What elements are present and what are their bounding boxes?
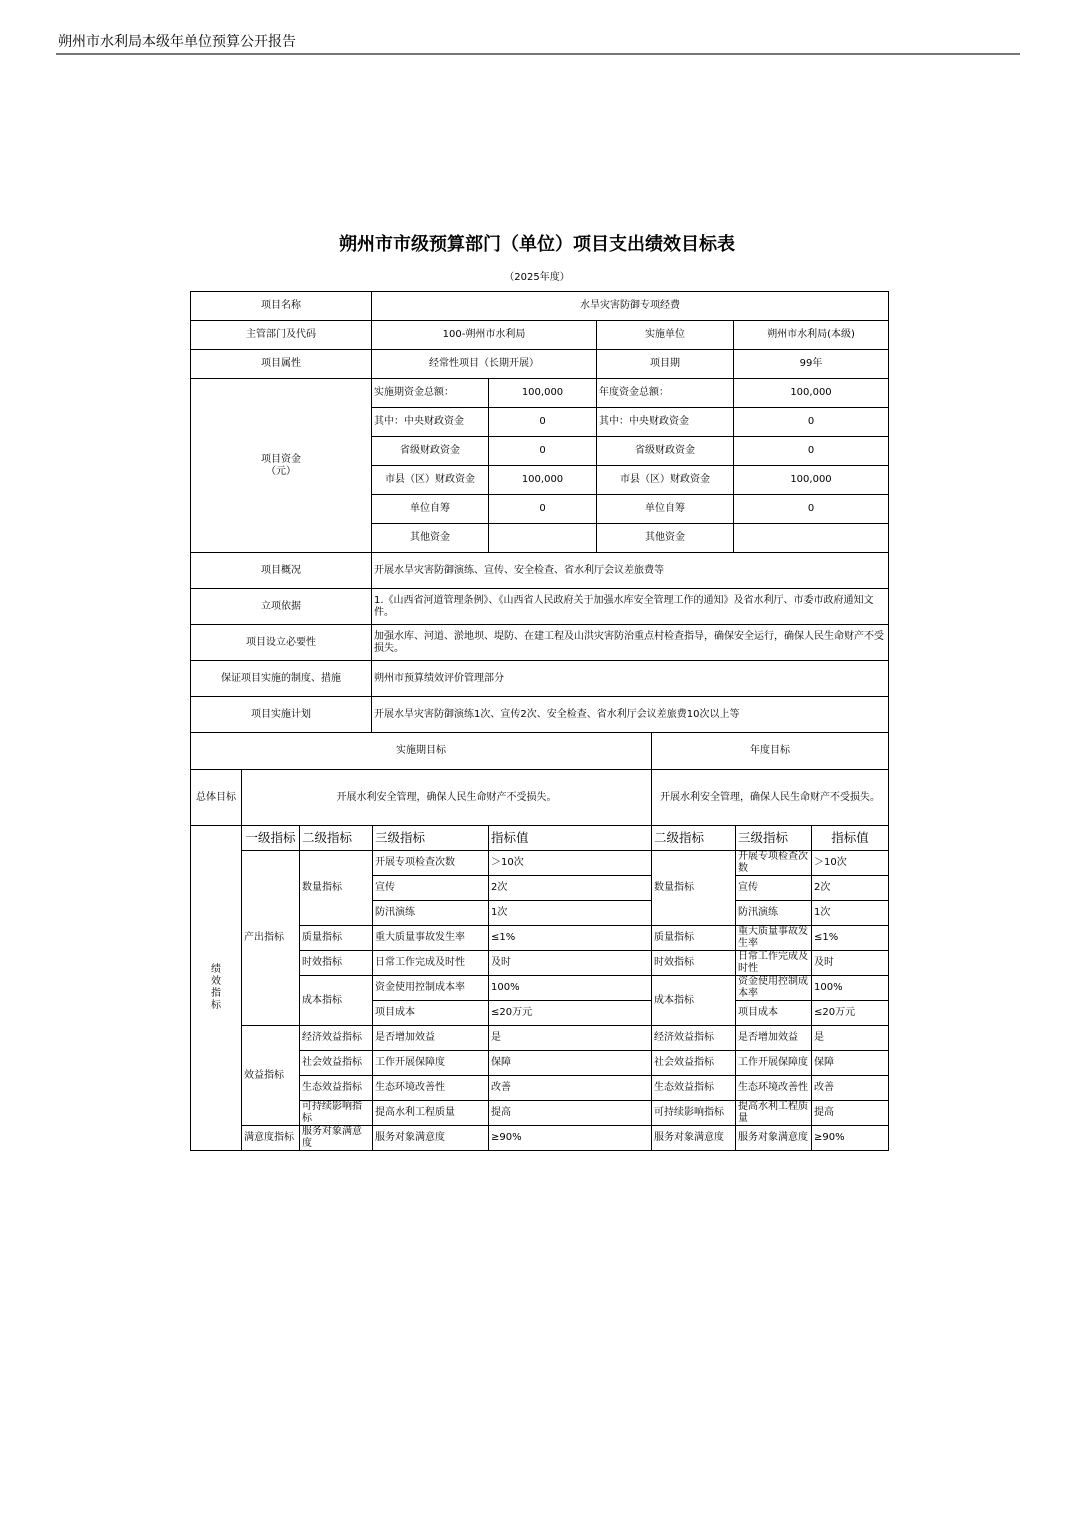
annual-indicator-l3: 重大质量事故发生率 <box>736 926 812 951</box>
document-title: 朔州市市级预算部门（单位）项目支出绩效目标表 <box>339 234 735 255</box>
fund-row-value: 100,000 <box>489 379 597 408</box>
attr-label: 项目属性 <box>191 350 372 379</box>
indicator-l3: 资金使用控制成本率 <box>373 976 489 1001</box>
indicator-value: 提高 <box>489 1101 652 1126</box>
period-value: 99年 <box>734 350 889 379</box>
fund-row-label: 其他资金 <box>597 524 734 553</box>
annual-indicator-value: 改善 <box>812 1076 889 1101</box>
fund-row-label: 市县（区）财政资金 <box>597 466 734 495</box>
annual-indicator-value: 保障 <box>812 1051 889 1076</box>
fund-row-label: 其他资金 <box>372 524 489 553</box>
indicator-l3: 生态环境改善性 <box>373 1076 489 1101</box>
info-label: 项目实施计划 <box>191 697 372 733</box>
attr-value: 经常性项目（长期开展） <box>372 350 597 379</box>
satisfaction-indicator-label: 满意度指标 <box>242 1126 300 1151</box>
info-label: 立项依据 <box>191 589 372 625</box>
dept-label: 主管部门及代码 <box>191 321 372 350</box>
info-value: 1.《山西省河道管理条例》、《山西省人民政府关于加强水库安全管理工作的通知》及省水利厅、市委市政府通知文件。 <box>372 589 889 625</box>
indicator-value: ≥90% <box>489 1126 652 1151</box>
page-header: 朔州市水利局本级年单位预算公开报告 <box>58 34 296 50</box>
fund-row-value: 0 <box>734 437 889 466</box>
fund-row-label: 省级财政资金 <box>372 437 489 466</box>
info-value: 加强水库、河道、淤地坝、堤防、在建工程及山洪灾害防治重点村检查指导，确保安全运行，确保人民生命财产不受损失。 <box>372 625 889 661</box>
dept-value: 100-朔州市水利局 <box>372 321 597 350</box>
indicator-value: 100% <box>489 976 652 1001</box>
annual-indicator-l3: 开展专项检查次数 <box>736 851 812 876</box>
fund-row-label: 其中：中央财政资金 <box>597 408 734 437</box>
annual-indicator-l3: 项目成本 <box>736 1001 812 1026</box>
indicator-l3: 宣传 <box>373 876 489 901</box>
annual-goal-text: 开展水利安全管理，确保人民生命财产不受损失。 <box>652 770 889 826</box>
project-name-value: 水旱灾害防御专项经费 <box>372 292 889 321</box>
indicator-l3: 日常工作完成及时性 <box>373 951 489 976</box>
annual-level2-header: 二级指标 <box>652 826 736 851</box>
indicator-l3: 防汛演练 <box>373 901 489 926</box>
annual-level3-header: 三级指标 <box>736 826 812 851</box>
annual-value-header: 指标值 <box>812 826 889 851</box>
annual-indicator-value: 是 <box>812 1026 889 1051</box>
annual-cost-indicator-label: 成本指标 <box>652 976 736 1026</box>
fund-row-label: 年度资金总额： <box>597 379 734 408</box>
fund-row-value: 100,000 <box>489 466 597 495</box>
indicator-l3: 是否增加效益 <box>373 1026 489 1051</box>
fiscal-year: （2025年度） <box>504 272 570 283</box>
fund-row-label: 单位自筹 <box>372 495 489 524</box>
annual-indicator-value: 及时 <box>812 951 889 976</box>
annual-indicator-l3: 资金使用控制成本率 <box>736 976 812 1001</box>
project-name-label: 项目名称 <box>191 292 372 321</box>
info-label: 项目设立必要性 <box>191 625 372 661</box>
fund-row-value: 0 <box>489 437 597 466</box>
fund-row-value: 0 <box>734 495 889 524</box>
fund-row-label: 其中：中央财政资金 <box>372 408 489 437</box>
annual-indicator-l2: 时效指标 <box>652 951 736 976</box>
indicator-l3: 开展专项检查次数 <box>373 851 489 876</box>
fund-row-label: 省级财政资金 <box>597 437 734 466</box>
project-info-table <box>190 291 889 733</box>
level3-header: 三级指标 <box>373 826 489 851</box>
annual-indicator-value: ≤1% <box>812 926 889 951</box>
annual-quantity-indicator-label: 数量指标 <box>652 851 736 926</box>
header-divider <box>56 53 1020 55</box>
benefit-indicator-label: 效益指标 <box>242 1026 300 1126</box>
annual-indicator-l2: 生态效益指标 <box>652 1076 736 1101</box>
output-indicator-label: 产出指标 <box>242 851 300 1026</box>
fund-row-label: 市县（区）财政资金 <box>372 466 489 495</box>
annual-indicator-l3: 是否增加效益 <box>736 1026 812 1051</box>
fund-row-value: 0 <box>734 408 889 437</box>
indicator-l2: 服务对象满意度 <box>300 1126 373 1151</box>
perf-indicator-label: 绩 效 指 标 <box>191 826 242 1151</box>
indicator-value: ≤1% <box>489 926 652 951</box>
info-label: 项目概况 <box>191 553 372 589</box>
fund-row-value <box>489 524 597 553</box>
info-label: 保证项目实施的制度、措施 <box>191 661 372 697</box>
annual-indicator-value: 1次 <box>812 901 889 926</box>
indicator-l3: 项目成本 <box>373 1001 489 1026</box>
info-value: 开展水旱灾害防御演练、宣传、安全检查、省水利厅会议差旅费等 <box>372 553 889 589</box>
indicator-value: ＞10次 <box>489 851 652 876</box>
indicator-value: 保障 <box>489 1051 652 1076</box>
annual-indicator-l2: 服务对象满意度 <box>652 1126 736 1151</box>
annual-indicator-value: 2次 <box>812 876 889 901</box>
indicator-value: 及时 <box>489 951 652 976</box>
quantity-indicator-label: 数量指标 <box>300 851 373 926</box>
period-label: 项目期 <box>597 350 734 379</box>
funds-label: 项目资金 （元） <box>191 379 372 553</box>
indicator-l3: 工作开展保障度 <box>373 1051 489 1076</box>
annual-indicator-l3: 提高水利工程质量 <box>736 1101 812 1126</box>
impl-goal-text: 开展水利安全管理，确保人民生命财产不受损失。 <box>242 770 652 826</box>
indicator-value: 2次 <box>489 876 652 901</box>
indicator-l2: 社会效益指标 <box>300 1051 373 1076</box>
annual-indicator-l3: 宣传 <box>736 876 812 901</box>
fund-row-label: 单位自筹 <box>597 495 734 524</box>
value-header: 指标值 <box>489 826 652 851</box>
annual-indicator-value: ＞10次 <box>812 851 889 876</box>
annual-indicator-l2: 经济效益指标 <box>652 1026 736 1051</box>
overall-goal-label: 总体目标 <box>191 770 242 826</box>
annual-indicator-value: ≤20万元 <box>812 1001 889 1026</box>
annual-indicator-value: 100% <box>812 976 889 1001</box>
indicator-l3: 重大质量事故发生率 <box>373 926 489 951</box>
info-value: 朔州市预算绩效评价管理部分 <box>372 661 889 697</box>
level1-header: 一级指标 <box>242 826 300 851</box>
fund-row-value <box>734 524 889 553</box>
indicator-value: 1次 <box>489 901 652 926</box>
indicator-l2: 生态效益指标 <box>300 1076 373 1101</box>
annual-indicator-l2: 社会效益指标 <box>652 1051 736 1076</box>
annual-indicator-l2: 质量指标 <box>652 926 736 951</box>
fund-row-value: 100,000 <box>734 379 889 408</box>
annual-indicator-value: 提高 <box>812 1101 889 1126</box>
indicator-l2: 质量指标 <box>300 926 373 951</box>
annual-indicator-l3: 工作开展保障度 <box>736 1051 812 1076</box>
annual-indicator-l2: 可持续影响指标 <box>652 1101 736 1126</box>
indicator-l3: 提高水利工程质量 <box>373 1101 489 1126</box>
fund-row-label: 实施期资金总额： <box>372 379 489 408</box>
fund-row-value: 100,000 <box>734 466 889 495</box>
performance-goals-table <box>190 732 889 1151</box>
indicator-l2: 经济效益指标 <box>300 1026 373 1051</box>
annual-indicator-l3: 日常工作完成及时性 <box>736 951 812 976</box>
impl-unit-label: 实施单位 <box>597 321 734 350</box>
annual-indicator-value: ≥90% <box>812 1126 889 1151</box>
indicator-value: 是 <box>489 1026 652 1051</box>
annual-indicator-l3: 生态环境改善性 <box>736 1076 812 1101</box>
indicator-l2: 可持续影响指标 <box>300 1101 373 1126</box>
info-value: 开展水旱灾害防御演练1次、宣传2次、安全检查、省水利厅会议差旅费10次以上等 <box>372 697 889 733</box>
indicator-value: 改善 <box>489 1076 652 1101</box>
cost-indicator-label: 成本指标 <box>300 976 373 1026</box>
indicator-value: ≤20万元 <box>489 1001 652 1026</box>
annual-indicator-l3: 服务对象满意度 <box>736 1126 812 1151</box>
annual-goal-header: 年度目标 <box>652 733 889 770</box>
indicator-l2: 时效指标 <box>300 951 373 976</box>
impl-unit-value: 朔州市水利局(本级) <box>734 321 889 350</box>
impl-goal-header: 实施期目标 <box>191 733 652 770</box>
indicator-l3: 服务对象满意度 <box>373 1126 489 1151</box>
level2-header: 二级指标 <box>300 826 373 851</box>
fund-row-value: 0 <box>489 408 597 437</box>
annual-indicator-l3: 防汛演练 <box>736 901 812 926</box>
fund-row-value: 0 <box>489 495 597 524</box>
